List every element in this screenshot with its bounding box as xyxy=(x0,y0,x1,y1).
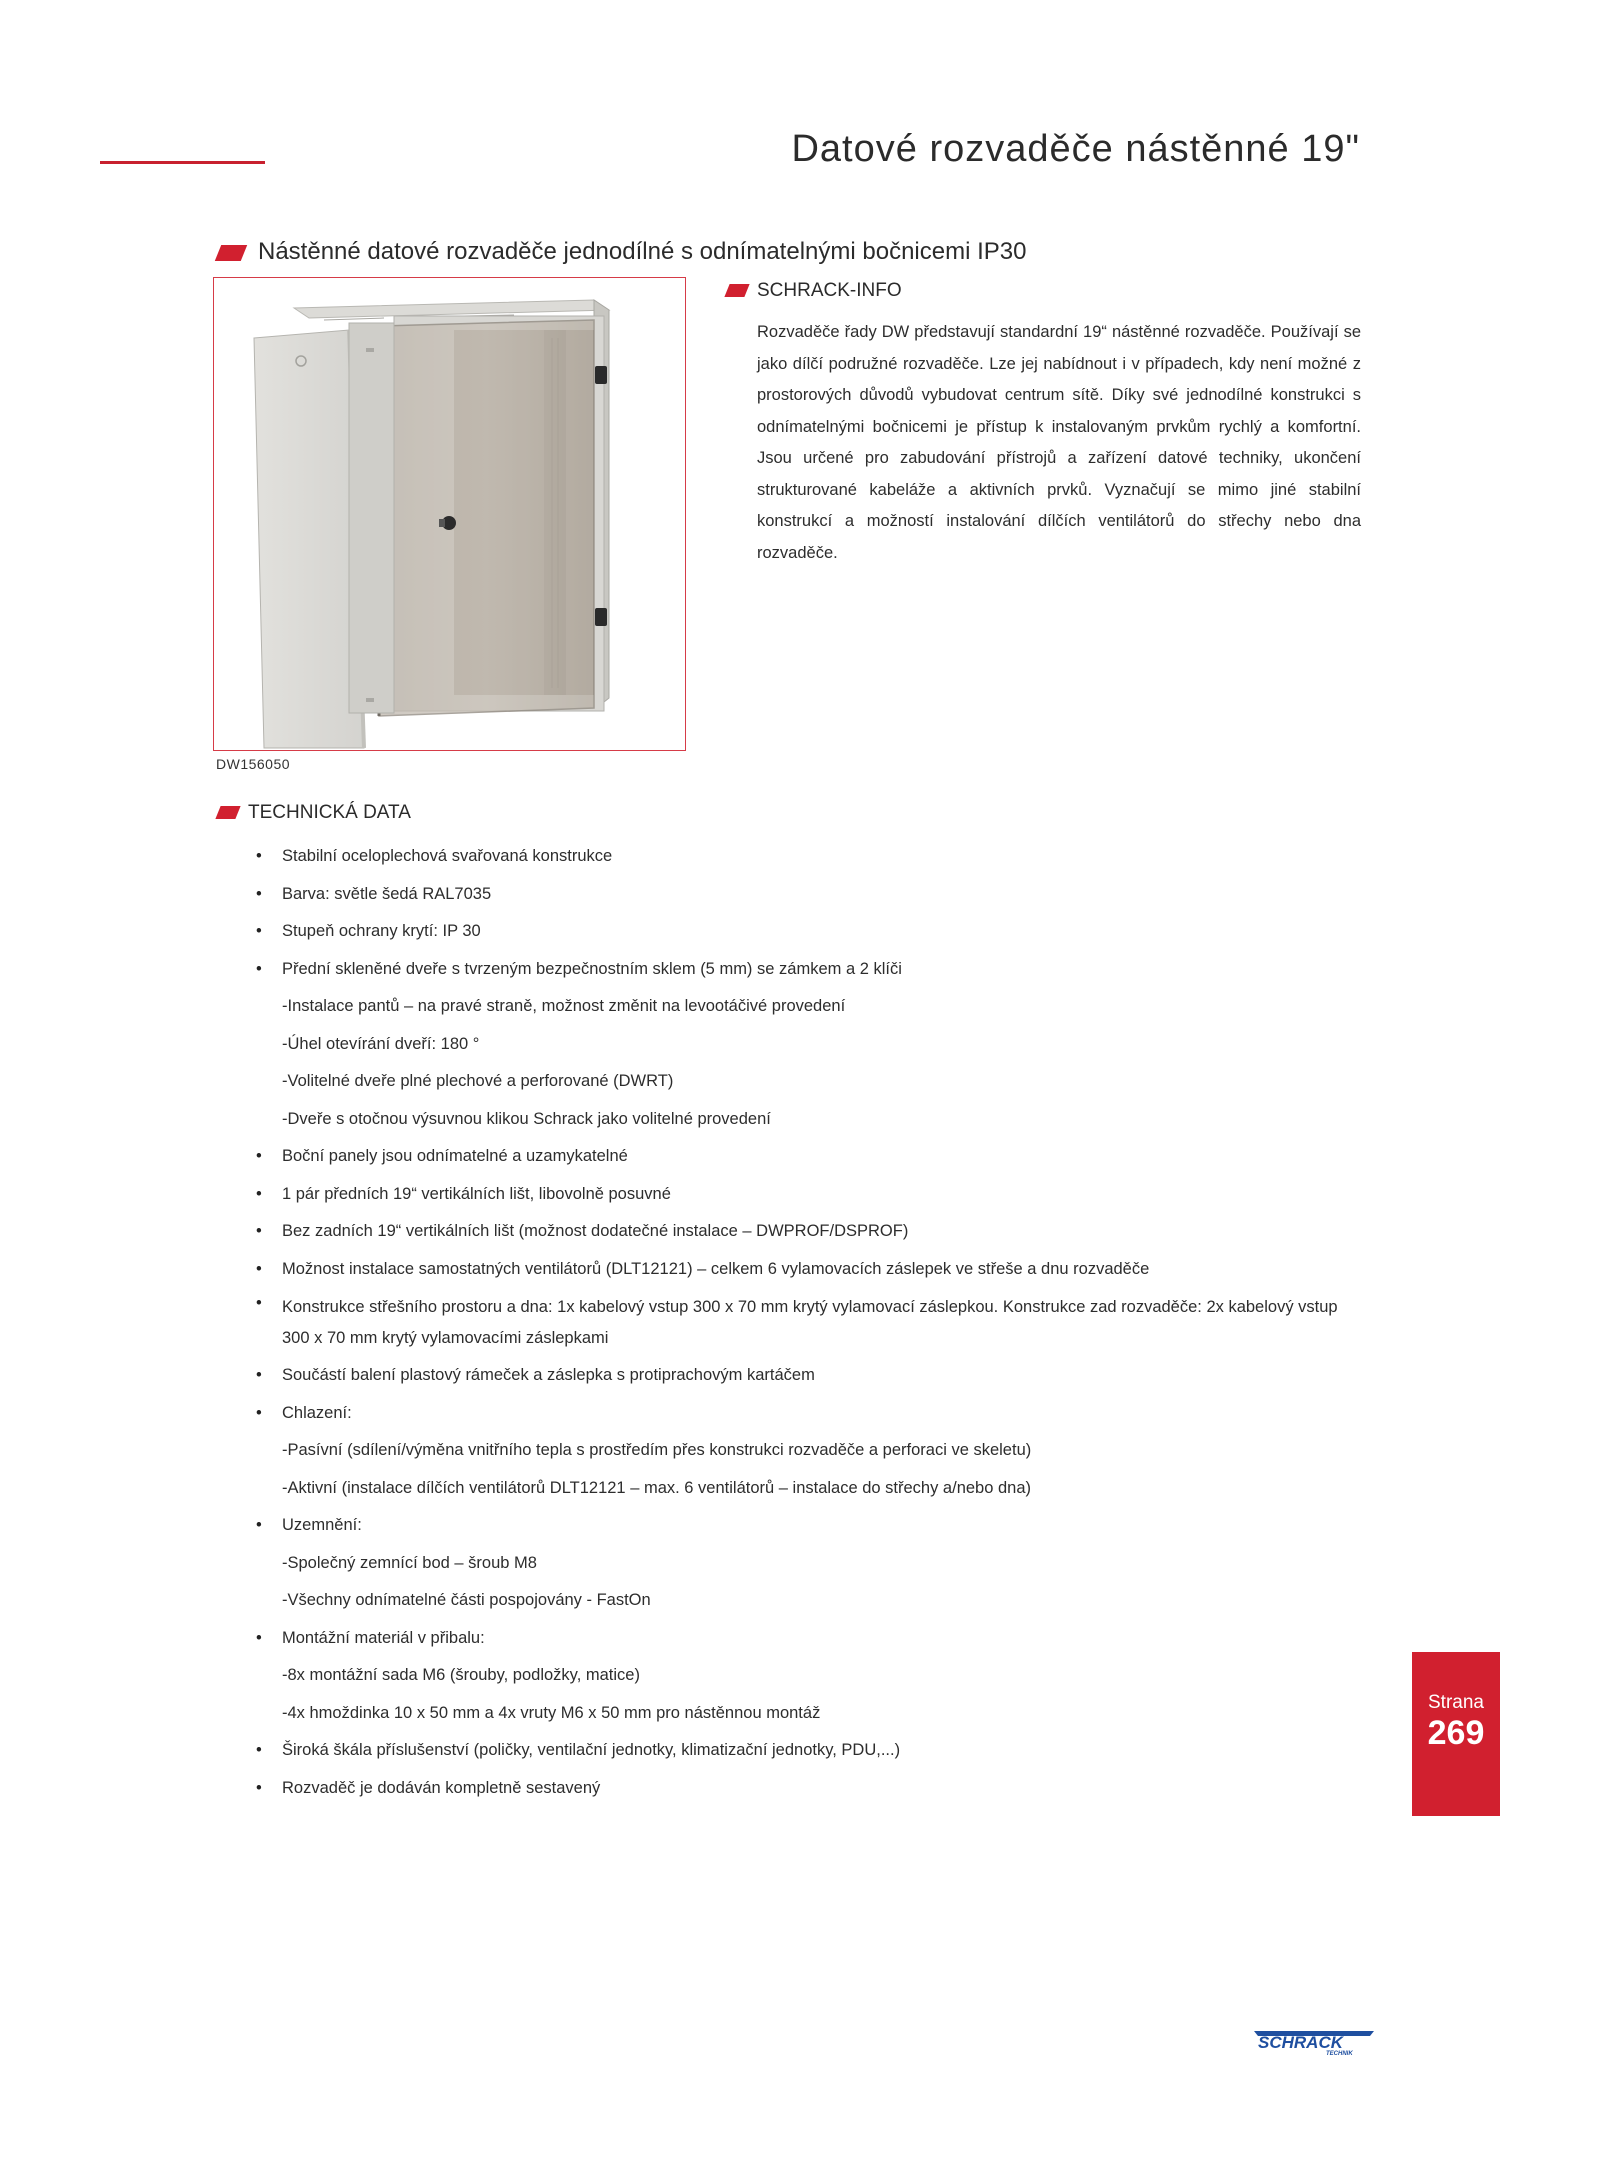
tech-heading xyxy=(218,802,411,824)
list-item: • Barva: světle šedá RAL7035 xyxy=(255,876,1365,914)
page-number-tab xyxy=(1412,1652,1500,1816)
info-title: SCHRACK-INFO xyxy=(757,280,902,301)
svg-text:SCHRACK: SCHRACK xyxy=(1258,2033,1343,2052)
list-subitem: -4x hmoždinka 10 x 50 mm a 4x vruty M6 x 50 mm pro nástěnnou montáž xyxy=(282,1703,821,1722)
list-item: • Možnost instalace samostatných ventilátorů (DLT12121) – celkem 6 vylamovacích záslepek ve střeše a dnu rozvaděče xyxy=(255,1251,1365,1289)
info-heading xyxy=(727,280,902,302)
list-subitem: -Aktivní (instalace dílčích ventilátorů DLT12121 – max. 6 ventilátorů – instalace do střechy a/nebo dna) xyxy=(282,1478,1032,1497)
svg-text:TECHNIK: TECHNIK xyxy=(1326,2051,1353,2056)
product-image xyxy=(213,277,686,751)
list-item: • 1 pár předních 19“ vertikálních lišt, libovolně posuvné xyxy=(255,1176,1365,1214)
list-item: • Součástí balení plastový rámeček a záslepka s protiprachovým kartáčem xyxy=(255,1357,1365,1395)
info-paragraph: Rozvaděče řady DW představují standardní 19“ nástěnné rozvaděče. Používají se jako dílčí podružné rozvaděče. Lze jej nabídnout i v případech, kdy není možné z prostorových důvodů vybudovat centrum sítě. Díky své jednodílné konstrukci s odnímatelnými bočnicemi je přístup k instalovaným prvkům rychlý a komfortní. Jsou určené pro zabudování přístrojů a zařízení datové techniky, ukončení strukturované kabeláže a aktivních prvků. Vyznačují se mimo jiné stabilní konstrukcí a možností instalování dílčích ventilátorů do střechy nebo dna rozvaděče. xyxy=(757,323,1361,562)
list-item: • Bez zadních 19“ vertikálních lišt (možnost dodatečné instalace – DWPROF/DSPROF) xyxy=(255,1213,1365,1251)
list-subitem: -Dveře s otočnou výsuvnou klikou Schrack jako volitelné provedení xyxy=(282,1109,771,1128)
list-subitem: -Pasívní (sdílení/výměna vnitřního tepla s prostředím přes konstrukci rozvaděče a perforaci ve skeletu) xyxy=(282,1441,1032,1459)
section-title: Nástěnné datové rozvaděče jednodílné s odnímatelnými bočnicemi IP30 xyxy=(258,238,1027,265)
page-label: Strana xyxy=(1428,1692,1484,1713)
list-subitem: -8x montážní sada M6 (šrouby, podložky, matice) xyxy=(282,1666,640,1684)
list-item: • Konstrukce střešního prostoru a dna: 1x kabelový vstup 300 x 70 mm krytý vylamovací záslepkou. Konstrukce zad rozvaděče: 2x kabelový vstup 300 x 70 mm krytý vylamovacími záslepkami xyxy=(255,1288,1365,1357)
tech-title: TECHNICKÁ DATA xyxy=(248,802,411,823)
page-number: 269 xyxy=(1427,1714,1485,1752)
schrack-logo xyxy=(1248,2028,1376,2056)
list-subitem: -Instalace pantů – na pravé straně, možnost změnit na levootáčivé provedení xyxy=(282,997,846,1015)
list-item: • Přední skleněné dveře s tvrzeným bezpečnostním sklem (5 mm) se zámkem a 2 klíči xyxy=(255,951,1365,989)
list-subitem: -Volitelné dveře plné plechové a perforované (DWRT) xyxy=(282,1072,674,1090)
header-rule xyxy=(100,161,265,164)
list-item: • Boční panely jsou odnímatelné a uzamykatelné xyxy=(255,1138,1365,1176)
list-item: • Uzemnění: xyxy=(255,1507,1365,1545)
list-subitem: -Všechny odnímatelné části pospojovány - FastOn xyxy=(282,1591,651,1609)
section-heading xyxy=(218,238,1026,266)
list-item: • Montážní materiál v přibalu: xyxy=(255,1620,1365,1658)
list-item: • Stabilní oceloplechová svařovaná konstrukce xyxy=(255,838,1365,876)
page-title: Datové rozvaděče nástěnné 19" xyxy=(791,128,1360,170)
list-subitem: -Úhel otevírání dveří: 180 ° xyxy=(282,1034,480,1053)
list-item: • Široká škála příslušenství (poličky, ventilační jednotky, klimatizační jednotky, PDU,...) xyxy=(255,1732,1365,1770)
list-item: • Rozvaděč je dodáván kompletně sestavený xyxy=(255,1770,1365,1808)
wall-cabinet-illustration xyxy=(214,278,685,750)
product-code: DW156050 xyxy=(216,756,291,772)
list-item: • Chlazení: xyxy=(255,1395,1365,1433)
tech-marker-icon xyxy=(215,806,240,819)
info-marker-icon xyxy=(724,284,749,297)
list-item: • Stupeň ochrany krytí: IP 30 xyxy=(255,913,1365,951)
tech-list xyxy=(255,838,1365,1807)
list-subitem: -Společný zemnící bod – šroub M8 xyxy=(282,1553,537,1572)
section-marker-icon xyxy=(215,245,247,261)
